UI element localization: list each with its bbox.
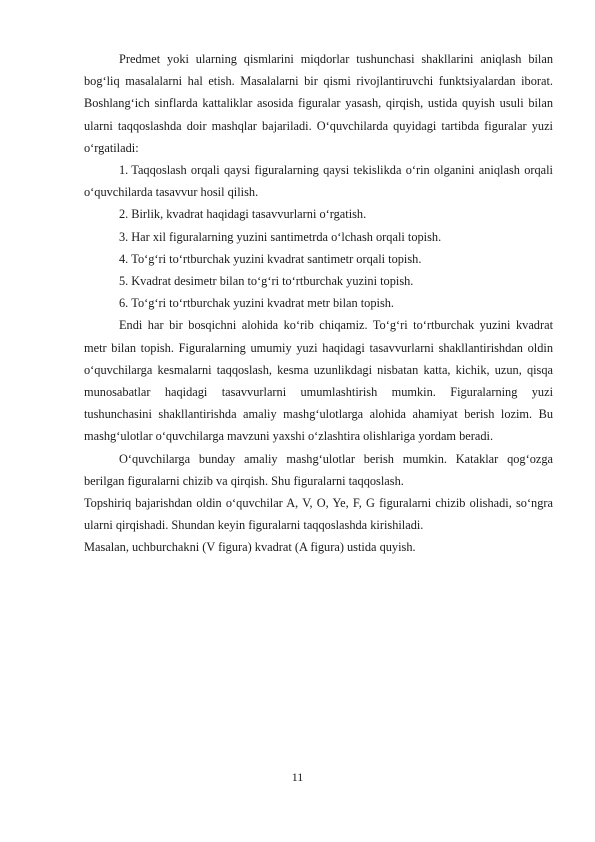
list-item (84, 292, 553, 314)
page-number: 11 (291, 770, 304, 784)
paragraph-stages: Endi har bir bosqichni alohida ko‘rib chiqamiz. To‘g‘ri to‘rtburchak yuzini kvadrat metr bilan topish. Figuralarning umumiy yuzi haqidagi tasavvurlarni shakllantirishdan oldin o‘quvchilarga kesmalarni taqqoslash, kesma uzunlikdagi nisbatan katta, kichik, uzun, qisqa munosabatlar haqidagi tasavvurlarni umumlashtirish mumkin. Figuralarning yuzi tushunchasini shakllantirishda amaliy mashg‘ulotlarga alohida ahamiyat berish lozim. Bu mashg‘ulotlar o‘quvchilarga mavzuni yaxshi o‘zlashtira olishlariga yordam beradi. (84, 318, 553, 444)
list-number: 5. (119, 274, 129, 289)
list-text: To‘g‘ri to‘rtburchak yuzini kvadrat metr bilan topish. (131, 296, 395, 311)
paragraph-exercises: O‘quvchilarga bunday amaliy mashg‘ulotlar berish mumkin. Kataklar qog‘ozga berilgan figuralarni chizib va qirqish. Shu figuralarni taqqoslash. (84, 451, 553, 488)
list-text: Har xil figuralarning yuzini santimetrda o‘lchash orqali topish. (131, 229, 442, 244)
list-text: To‘g‘ri to‘rtburchak yuzini kvadrat santimetr orqali topish. (131, 251, 422, 266)
list-item (84, 203, 553, 225)
list-number: 2. (119, 207, 129, 222)
steps-list (84, 159, 553, 314)
list-number: 1. (119, 163, 129, 178)
paragraph-example: Masalan, uchburchakni (V figura) kvadrat (A figura) ustida quyish. (84, 540, 416, 555)
list-item (84, 226, 553, 248)
intro-paragraph: Predmet yoki ularning qismlarini miqdorlar tushunchasi shakllarini aniqlash bilan bog‘liq masalalarni hal etish. Masalalarni bir qismi rivojlantiruvchi funktsiyalardan iborat. Boshlang‘ich sinflarda kattaliklar asosida figuralar yasash, qirqish, ustida quyish usuli bilan ularni taqqoslashda doir mashqlar bajariladi. O‘quvchilarda quyidagi tartibda figuralar yuzi o‘rgatiladi: (84, 52, 553, 155)
list-item (84, 248, 553, 270)
list-text: Birlik, kvadrat haqidagi tasavvurlarni o‘rgatish. (131, 207, 367, 222)
paragraph-task: Topshiriq bajarishdan oldin o‘quvchilar A, V, O, Ye, F, G figuralarni chizib olishadi, so‘ngra ularni qirqishadi. Shundan keyin figuralarni taqqoslashda kirishiladi. (84, 496, 553, 533)
list-number: 6. (119, 296, 129, 311)
document-body (84, 48, 553, 559)
list-item (84, 159, 553, 203)
list-number: 4. (119, 251, 129, 266)
list-text: Taqqoslash orqali qaysi figuralarning qaysi tekislikda o‘rin olganini aniqlash orqali o‘quvchilarda tasavvur hosil qilish. (84, 163, 553, 200)
list-text: Kvadrat desimetr bilan to‘g‘ri to‘rtburchak yuzini topish. (131, 274, 414, 289)
list-number: 3. (119, 229, 129, 244)
list-item (84, 270, 553, 292)
